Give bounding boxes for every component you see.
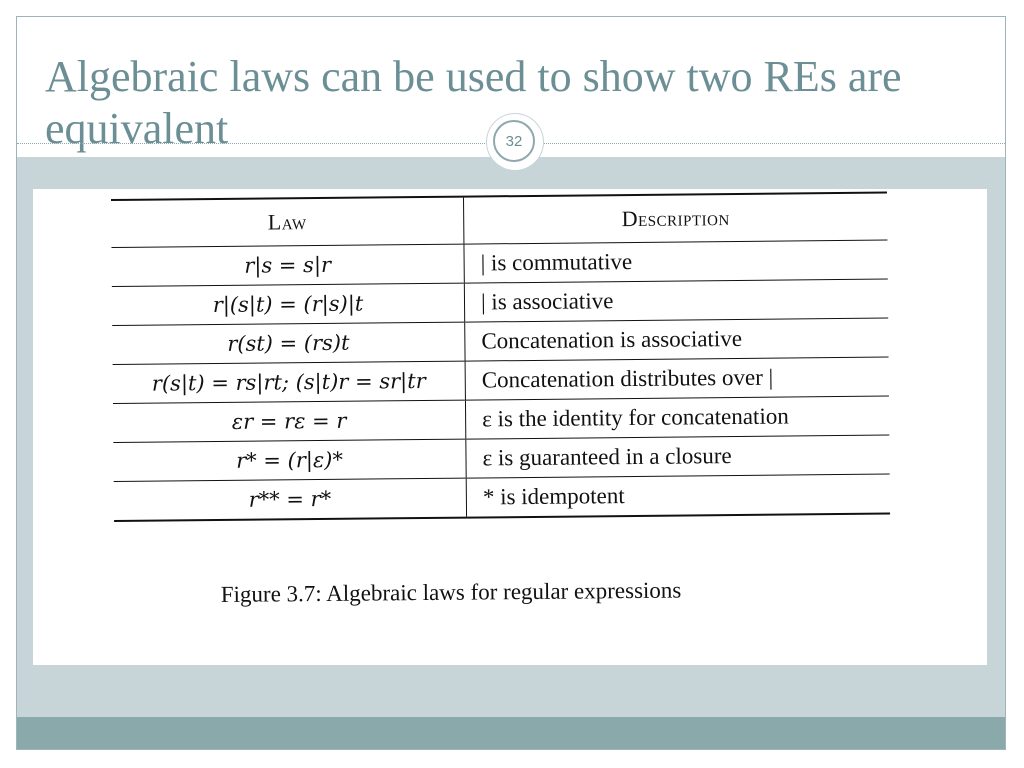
figure-content (111, 192, 891, 619)
law-cell: εr = rε = r (113, 400, 466, 442)
description-cell: ε is the identity for concatenation (465, 396, 889, 439)
header-description: Description (463, 193, 887, 245)
footer-band (17, 717, 1005, 749)
description-cell: ε is guaranteed in a closure (466, 435, 890, 478)
law-cell: r|s = s|r (111, 244, 464, 286)
law-cell: r(s|t) = rs|rt; (s|t)r = sr|tr (113, 361, 466, 403)
law-cell: r(st) = (rs)t (112, 322, 465, 364)
slide (16, 16, 1006, 750)
description-cell: Concatenation distributes over | (465, 357, 889, 400)
description-cell: | is commutative (464, 240, 888, 283)
figure-image (33, 189, 987, 665)
algebraic-laws-table (111, 192, 890, 522)
slide-number-badge (487, 114, 543, 170)
slide-title: Algebraic laws can be used to show two REs are equivalent (45, 52, 902, 153)
law-cell: r|(s|t) = (r|s)|t (112, 283, 465, 325)
description-cell: | is associative (464, 279, 888, 322)
law-cell: r** = r* (114, 478, 467, 521)
description-cell: * is idempotent (466, 474, 890, 518)
table-header-row (111, 193, 887, 248)
table-row (114, 474, 890, 521)
figure-caption: Figure 3.7: Algebraic laws for regular expressions (220, 577, 682, 607)
header-law: Law (111, 197, 464, 248)
law-cell: r* = (r|ε)* (113, 439, 466, 481)
slide-number: 32 (493, 120, 535, 162)
description-cell: Concatenation is associative (465, 318, 889, 361)
